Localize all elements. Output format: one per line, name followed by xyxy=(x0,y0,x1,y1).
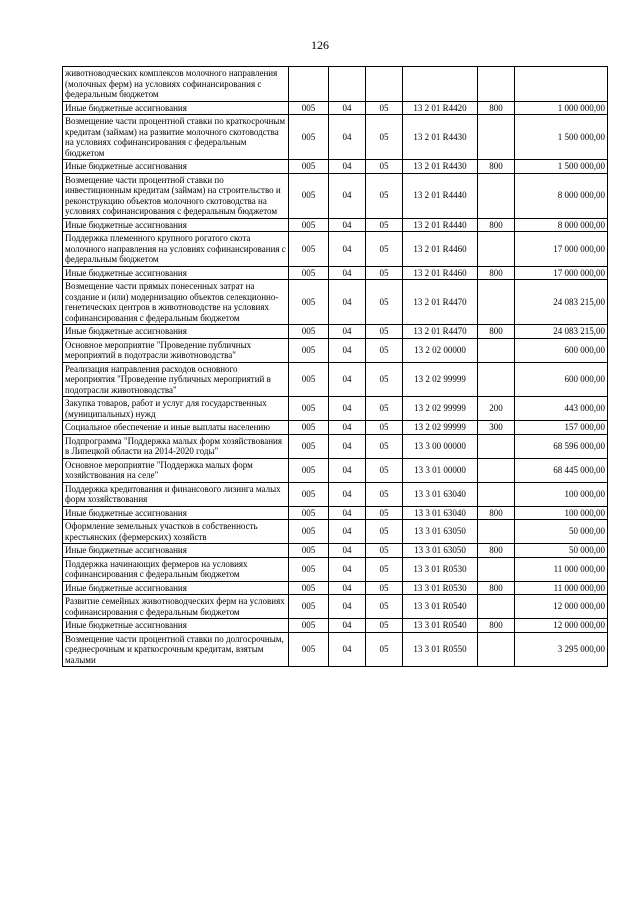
table-row xyxy=(63,338,608,362)
subsection-code-cell: 05 xyxy=(366,325,403,339)
subsection-code-cell: 05 xyxy=(366,280,403,325)
amount-cell: 50 000,00 xyxy=(515,544,608,558)
ministry-code-cell: 005 xyxy=(289,544,329,558)
table-row xyxy=(63,397,608,421)
target-article-cell: 13 3 01 R0530 xyxy=(403,557,478,581)
expense-name-cell: Возмещение части процентной ставки по краткосрочным кредитам (займам) на развитие молочного скотоводства на условиях софинансирования с федеральным бюджетом xyxy=(63,115,289,160)
target-article-cell: 13 2 02 00000 xyxy=(403,338,478,362)
subsection-code-cell: 05 xyxy=(366,482,403,506)
table-row xyxy=(63,619,608,633)
table-row xyxy=(63,115,608,160)
expense-name-cell: Поддержка племенного крупного рогатого скота молочного направления на условиях софинансирования с федеральным бюджетом xyxy=(63,232,289,267)
subsection-code-cell: 05 xyxy=(366,434,403,458)
expense-kind-cell xyxy=(478,482,515,506)
expense-kind-cell xyxy=(478,434,515,458)
budget-table xyxy=(62,66,608,667)
section-code-cell: 04 xyxy=(329,506,366,520)
section-code-cell: 04 xyxy=(329,557,366,581)
target-article-cell xyxy=(403,67,478,102)
expense-kind-cell: 800 xyxy=(478,101,515,115)
ministry-code-cell: 005 xyxy=(289,232,329,267)
expense-name-cell: Возмещение части прямых понесенных затрат на создание и (или) модернизацию объектов селекционно-генетических центров в животноводстве на условиях софинансирования с федеральным бюджетом xyxy=(63,280,289,325)
subsection-code-cell: 05 xyxy=(366,557,403,581)
section-code-cell: 04 xyxy=(329,280,366,325)
amount-cell: 157 000,00 xyxy=(515,421,608,435)
amount-cell: 11 000 000,00 xyxy=(515,557,608,581)
target-article-cell: 13 2 02 99999 xyxy=(403,362,478,397)
table-row xyxy=(63,632,608,667)
amount-cell: 3 295 000,00 xyxy=(515,632,608,667)
expense-name-cell: Иные бюджетные ассигнования xyxy=(63,619,289,633)
section-code-cell: 04 xyxy=(329,458,366,482)
ministry-code-cell: 005 xyxy=(289,458,329,482)
table-row xyxy=(63,557,608,581)
expense-kind-cell xyxy=(478,173,515,218)
section-code-cell: 04 xyxy=(329,632,366,667)
amount-cell: 68 596 000,00 xyxy=(515,434,608,458)
subsection-code-cell: 05 xyxy=(366,218,403,232)
section-code-cell: 04 xyxy=(329,421,366,435)
section-code-cell: 04 xyxy=(329,595,366,619)
table-row xyxy=(63,101,608,115)
subsection-code-cell: 05 xyxy=(366,581,403,595)
section-code-cell: 04 xyxy=(329,581,366,595)
table-row xyxy=(63,280,608,325)
amount-cell: 24 083 215,00 xyxy=(515,280,608,325)
expense-kind-cell xyxy=(478,280,515,325)
target-article-cell: 13 3 01 63040 xyxy=(403,482,478,506)
expense-name-cell: Реализация направления расходов основного мероприятия "Проведение публичных мероприятий в подотрасли животноводства" xyxy=(63,362,289,397)
expense-name-cell: Иные бюджетные ассигнования xyxy=(63,581,289,595)
expense-name-cell: Основное мероприятие "Поддержка малых форм хозяйствования на селе" xyxy=(63,458,289,482)
ministry-code-cell: 005 xyxy=(289,434,329,458)
target-article-cell: 13 3 01 R0540 xyxy=(403,595,478,619)
target-article-cell: 13 2 02 99999 xyxy=(403,421,478,435)
section-code-cell: 04 xyxy=(329,520,366,544)
ministry-code-cell: 005 xyxy=(289,397,329,421)
amount-cell: 12 000 000,00 xyxy=(515,619,608,633)
section-code-cell: 04 xyxy=(329,362,366,397)
subsection-code-cell: 05 xyxy=(366,397,403,421)
target-article-cell: 13 2 01 R4440 xyxy=(403,173,478,218)
table-row xyxy=(63,160,608,174)
expense-kind-cell: 800 xyxy=(478,325,515,339)
target-article-cell: 13 3 00 00000 xyxy=(403,434,478,458)
expense-name-cell: Иные бюджетные ассигнования xyxy=(63,266,289,280)
table-row xyxy=(63,595,608,619)
section-code-cell: 04 xyxy=(329,544,366,558)
expense-name-cell: Поддержка начинающих фермеров на условиях софинансирования с федеральным бюджетом xyxy=(63,557,289,581)
subsection-code-cell: 05 xyxy=(366,115,403,160)
section-code-cell: 04 xyxy=(329,619,366,633)
expense-kind-cell xyxy=(478,557,515,581)
amount-cell: 1 500 000,00 xyxy=(515,115,608,160)
expense-name-cell: Возмещение части процентной ставки по долгосрочным, среднесрочным и краткосрочным кредитам, взятым малыми xyxy=(63,632,289,667)
target-article-cell: 13 3 01 00000 xyxy=(403,458,478,482)
expense-kind-cell: 800 xyxy=(478,619,515,633)
ministry-code-cell: 005 xyxy=(289,101,329,115)
section-code-cell: 04 xyxy=(329,266,366,280)
target-article-cell: 13 3 01 63050 xyxy=(403,544,478,558)
expense-name-cell: Иные бюджетные ассигнования xyxy=(63,544,289,558)
amount-cell: 17 000 000,00 xyxy=(515,232,608,267)
section-code-cell: 04 xyxy=(329,482,366,506)
expense-name-cell: Иные бюджетные ассигнования xyxy=(63,160,289,174)
ministry-code-cell: 005 xyxy=(289,173,329,218)
table-row xyxy=(63,218,608,232)
table-row xyxy=(63,581,608,595)
target-article-cell: 13 3 01 63040 xyxy=(403,506,478,520)
amount-cell: 1 000 000,00 xyxy=(515,101,608,115)
subsection-code-cell: 05 xyxy=(366,160,403,174)
table-row xyxy=(63,362,608,397)
target-article-cell: 13 2 01 R4430 xyxy=(403,115,478,160)
subsection-code-cell: 05 xyxy=(366,362,403,397)
subsection-code-cell: 05 xyxy=(366,173,403,218)
subsection-code-cell: 05 xyxy=(366,632,403,667)
expense-kind-cell: 200 xyxy=(478,397,515,421)
page-number: 126 xyxy=(311,38,329,52)
amount-cell: 600 000,00 xyxy=(515,338,608,362)
table-row xyxy=(63,520,608,544)
subsection-code-cell: 05 xyxy=(366,338,403,362)
expense-kind-cell xyxy=(478,595,515,619)
table-row xyxy=(63,232,608,267)
expense-name-cell: Иные бюджетные ассигнования xyxy=(63,218,289,232)
ministry-code-cell: 005 xyxy=(289,506,329,520)
expense-name-cell: Иные бюджетные ассигнования xyxy=(63,325,289,339)
ministry-code-cell: 005 xyxy=(289,482,329,506)
expense-kind-cell: 800 xyxy=(478,218,515,232)
subsection-code-cell: 05 xyxy=(366,101,403,115)
expense-name-cell: Основное мероприятие "Проведение публичных мероприятий в подотрасли животноводства" xyxy=(63,338,289,362)
table-row xyxy=(63,458,608,482)
ministry-code-cell: 005 xyxy=(289,421,329,435)
expense-kind-cell xyxy=(478,115,515,160)
expense-name-cell: Социальное обеспечение и иные выплаты населению xyxy=(63,421,289,435)
ministry-code-cell: 005 xyxy=(289,218,329,232)
budget-table-body xyxy=(63,67,608,667)
expense-kind-cell xyxy=(478,67,515,102)
expense-kind-cell xyxy=(478,520,515,544)
expense-kind-cell xyxy=(478,458,515,482)
expense-kind-cell xyxy=(478,362,515,397)
target-article-cell: 13 2 01 R4440 xyxy=(403,218,478,232)
table-row xyxy=(63,266,608,280)
target-article-cell: 13 2 02 99999 xyxy=(403,397,478,421)
subsection-code-cell: 05 xyxy=(366,595,403,619)
expense-name-cell: Иные бюджетные ассигнования xyxy=(63,101,289,115)
amount-cell xyxy=(515,67,608,102)
table-row xyxy=(63,434,608,458)
expense-kind-cell xyxy=(478,232,515,267)
target-article-cell: 13 3 01 R0530 xyxy=(403,581,478,595)
ministry-code-cell: 005 xyxy=(289,338,329,362)
expense-kind-cell: 300 xyxy=(478,421,515,435)
ministry-code-cell: 005 xyxy=(289,362,329,397)
section-code-cell: 04 xyxy=(329,160,366,174)
expense-name-cell: Иные бюджетные ассигнования xyxy=(63,506,289,520)
section-code-cell: 04 xyxy=(329,338,366,362)
expense-kind-cell: 800 xyxy=(478,160,515,174)
ministry-code-cell: 005 xyxy=(289,325,329,339)
target-article-cell: 13 3 01 R0550 xyxy=(403,632,478,667)
section-code-cell: 04 xyxy=(329,218,366,232)
expense-name-cell: Поддержка кредитования и финансового лизинга малых форм хозяйствования xyxy=(63,482,289,506)
expense-name-cell: животноводческих комплексов молочного направления (молочных ферм) на условиях софинансирования с федеральным бюджетом xyxy=(63,67,289,102)
section-code-cell: 04 xyxy=(329,115,366,160)
subsection-code-cell: 05 xyxy=(366,544,403,558)
section-code-cell: 04 xyxy=(329,232,366,267)
target-article-cell: 13 2 01 R4470 xyxy=(403,280,478,325)
table-row xyxy=(63,173,608,218)
expense-kind-cell xyxy=(478,338,515,362)
expense-kind-cell: 800 xyxy=(478,266,515,280)
ministry-code-cell: 005 xyxy=(289,581,329,595)
table-row xyxy=(63,544,608,558)
target-article-cell: 13 2 01 R4460 xyxy=(403,266,478,280)
section-code-cell xyxy=(329,67,366,102)
subsection-code-cell: 05 xyxy=(366,232,403,267)
ministry-code-cell: 005 xyxy=(289,520,329,544)
expense-kind-cell: 800 xyxy=(478,544,515,558)
expense-name-cell: Развитие семейных животноводческих ферм на условиях софинансирования с федеральным бюджетом xyxy=(63,595,289,619)
table-row xyxy=(63,325,608,339)
target-article-cell: 13 3 01 63050 xyxy=(403,520,478,544)
subsection-code-cell xyxy=(366,67,403,102)
subsection-code-cell: 05 xyxy=(366,458,403,482)
subsection-code-cell: 05 xyxy=(366,619,403,633)
section-code-cell: 04 xyxy=(329,434,366,458)
target-article-cell: 13 2 01 R4420 xyxy=(403,101,478,115)
amount-cell: 8 000 000,00 xyxy=(515,173,608,218)
table-row xyxy=(63,482,608,506)
ministry-code-cell: 005 xyxy=(289,619,329,633)
expense-kind-cell xyxy=(478,632,515,667)
table-row xyxy=(63,506,608,520)
amount-cell: 68 445 000,00 xyxy=(515,458,608,482)
table-row xyxy=(63,67,608,102)
amount-cell: 100 000,00 xyxy=(515,482,608,506)
target-article-cell: 13 3 01 R0540 xyxy=(403,619,478,633)
target-article-cell: 13 2 01 R4470 xyxy=(403,325,478,339)
ministry-code-cell: 005 xyxy=(289,160,329,174)
amount-cell: 24 083 215,00 xyxy=(515,325,608,339)
amount-cell: 600 000,00 xyxy=(515,362,608,397)
section-code-cell: 04 xyxy=(329,397,366,421)
ministry-code-cell: 005 xyxy=(289,266,329,280)
target-article-cell: 13 2 01 R4430 xyxy=(403,160,478,174)
expense-kind-cell: 800 xyxy=(478,581,515,595)
expense-name-cell: Возмещение части процентной ставки по инвестиционным кредитам (займам) на строительство и реконструкцию объектов молочного скотоводства на условиях софинансирования с федеральным бюджетом xyxy=(63,173,289,218)
expense-name-cell: Закупка товаров, работ и услуг для государственных (муниципальных) нужд xyxy=(63,397,289,421)
ministry-code-cell: 005 xyxy=(289,115,329,160)
subsection-code-cell: 05 xyxy=(366,266,403,280)
subsection-code-cell: 05 xyxy=(366,520,403,544)
ministry-code-cell xyxy=(289,67,329,102)
amount-cell: 11 000 000,00 xyxy=(515,581,608,595)
subsection-code-cell: 05 xyxy=(366,506,403,520)
section-code-cell: 04 xyxy=(329,173,366,218)
ministry-code-cell: 005 xyxy=(289,557,329,581)
amount-cell: 8 000 000,00 xyxy=(515,218,608,232)
subsection-code-cell: 05 xyxy=(366,421,403,435)
amount-cell: 1 500 000,00 xyxy=(515,160,608,174)
expense-name-cell: Оформление земельных участков в собственность крестьянских (фермерских) хозяйств xyxy=(63,520,289,544)
amount-cell: 443 000,00 xyxy=(515,397,608,421)
expense-name-cell: Подпрограмма "Поддержка малых форм хозяйствования в Липецкой области на 2014-2020 годы" xyxy=(63,434,289,458)
target-article-cell: 13 2 01 R4460 xyxy=(403,232,478,267)
amount-cell: 50 000,00 xyxy=(515,520,608,544)
expense-kind-cell: 800 xyxy=(478,506,515,520)
amount-cell: 17 000 000,00 xyxy=(515,266,608,280)
amount-cell: 12 000 000,00 xyxy=(515,595,608,619)
section-code-cell: 04 xyxy=(329,101,366,115)
section-code-cell: 04 xyxy=(329,325,366,339)
amount-cell: 100 000,00 xyxy=(515,506,608,520)
ministry-code-cell: 005 xyxy=(289,280,329,325)
ministry-code-cell: 005 xyxy=(289,632,329,667)
table-row xyxy=(63,421,608,435)
ministry-code-cell: 005 xyxy=(289,595,329,619)
